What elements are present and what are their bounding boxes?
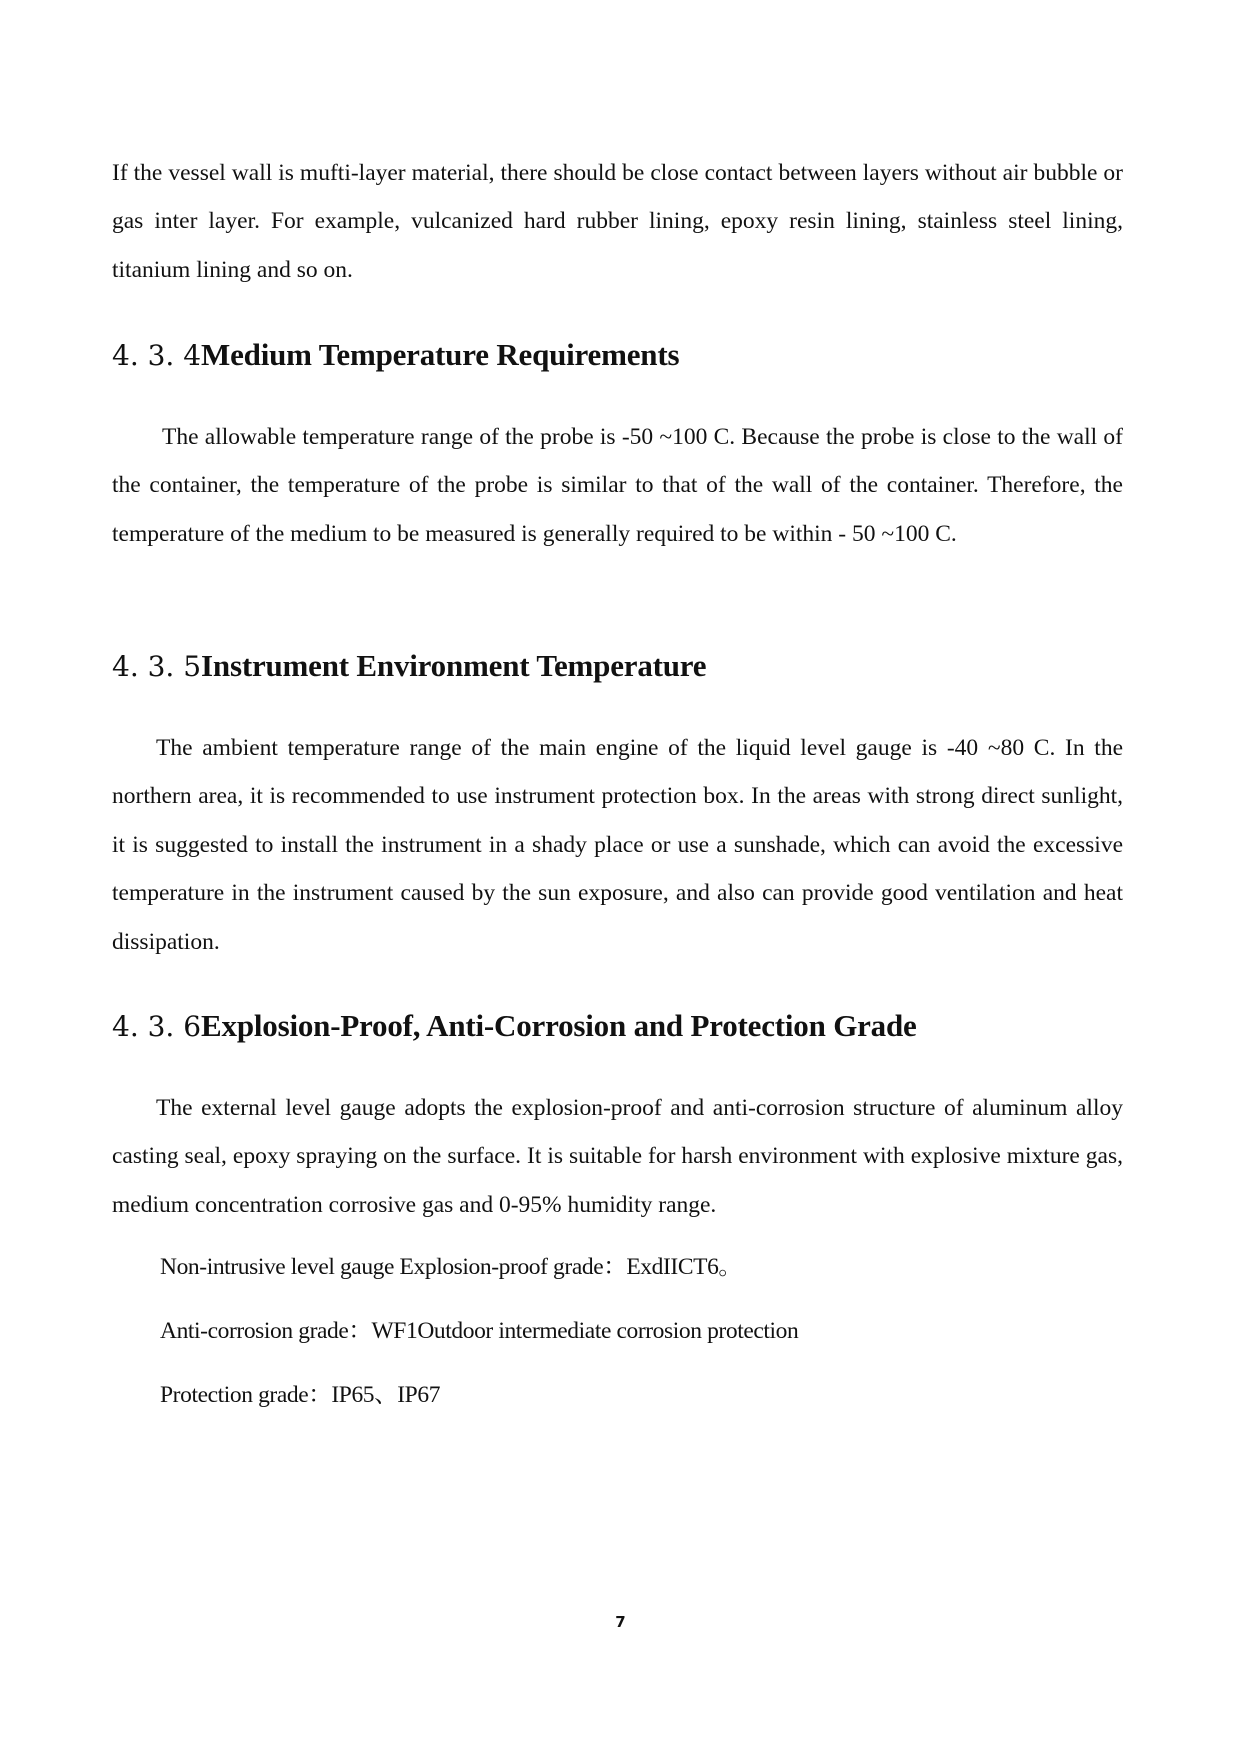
- section-number: 4. 3. 6: [112, 1010, 202, 1043]
- grade-label: Anti-corrosion grade：: [160, 1318, 372, 1344]
- section-heading-4-3-5: [112, 646, 706, 687]
- section-title: Medium Temperature Requirements: [201, 337, 680, 372]
- section-number: 4. 3. 5: [112, 650, 202, 683]
- grade-label: Non-intrusive level gauge Explosion-proof grade：: [160, 1254, 627, 1280]
- grade-value: WF1Outdoor intermediate corrosion protection: [371, 1318, 799, 1344]
- explosion-proof-grade: [160, 1251, 742, 1283]
- paragraph-medium-temperature: The allowable temperature range of the probe is -50 ~100 C. Because the probe is close to the wall of the container, the temperature of the probe is similar to that of the wall of the container. Therefore, the temperature of the medium to be measured is generally required to be within - 50 ~100 C.: [112, 424, 1123, 547]
- section-title: Instrument Environment Temperature: [201, 648, 707, 683]
- grade-value: IP65、IP67: [331, 1382, 441, 1408]
- paragraph-explosion-proof: The external level gauge adopts the explosion-proof and anti-corrosion structure of aluminum alloy casting seal, epoxy spraying on the surface. It is suitable for harsh environment with explosive mixture gas, medium concentration corrosive gas and 0-95% humidity range.: [112, 1095, 1123, 1218]
- page-number: 7: [615, 1613, 626, 1631]
- grade-value: ExdIICT6。: [626, 1254, 742, 1280]
- grade-label: Protection grade：: [160, 1382, 332, 1408]
- section-heading-4-3-6: [112, 1006, 917, 1047]
- paragraph-environment-temperature: The ambient temperature range of the main engine of the liquid level gauge is -40 ~80 C. In the northern area, it is recommended to use instrument protection box. In the areas with strong direct sunlight, it is suggested to install the instrument in a shady place or use a sunshade, which can avoid the excessive temperature in the instrument caused by the sun exposure, and also can provide good ventilation and heat dissipation.: [112, 735, 1123, 955]
- section-title: Explosion-Proof, Anti-Corrosion and Protection Grade: [201, 1008, 917, 1043]
- section-number: 4. 3. 4: [112, 339, 202, 372]
- paragraph-vessel-wall: If the vessel wall is mufti-layer material, there should be close contact between layers without air bubble or gas inter layer. For example, vulcanized hard rubber lining, epoxy resin lining, stainless steel lining, titanium lining and so on.: [112, 160, 1123, 283]
- protection-grade: [160, 1379, 440, 1411]
- section-heading-4-3-4: [112, 335, 679, 376]
- anti-corrosion-grade: [160, 1315, 798, 1347]
